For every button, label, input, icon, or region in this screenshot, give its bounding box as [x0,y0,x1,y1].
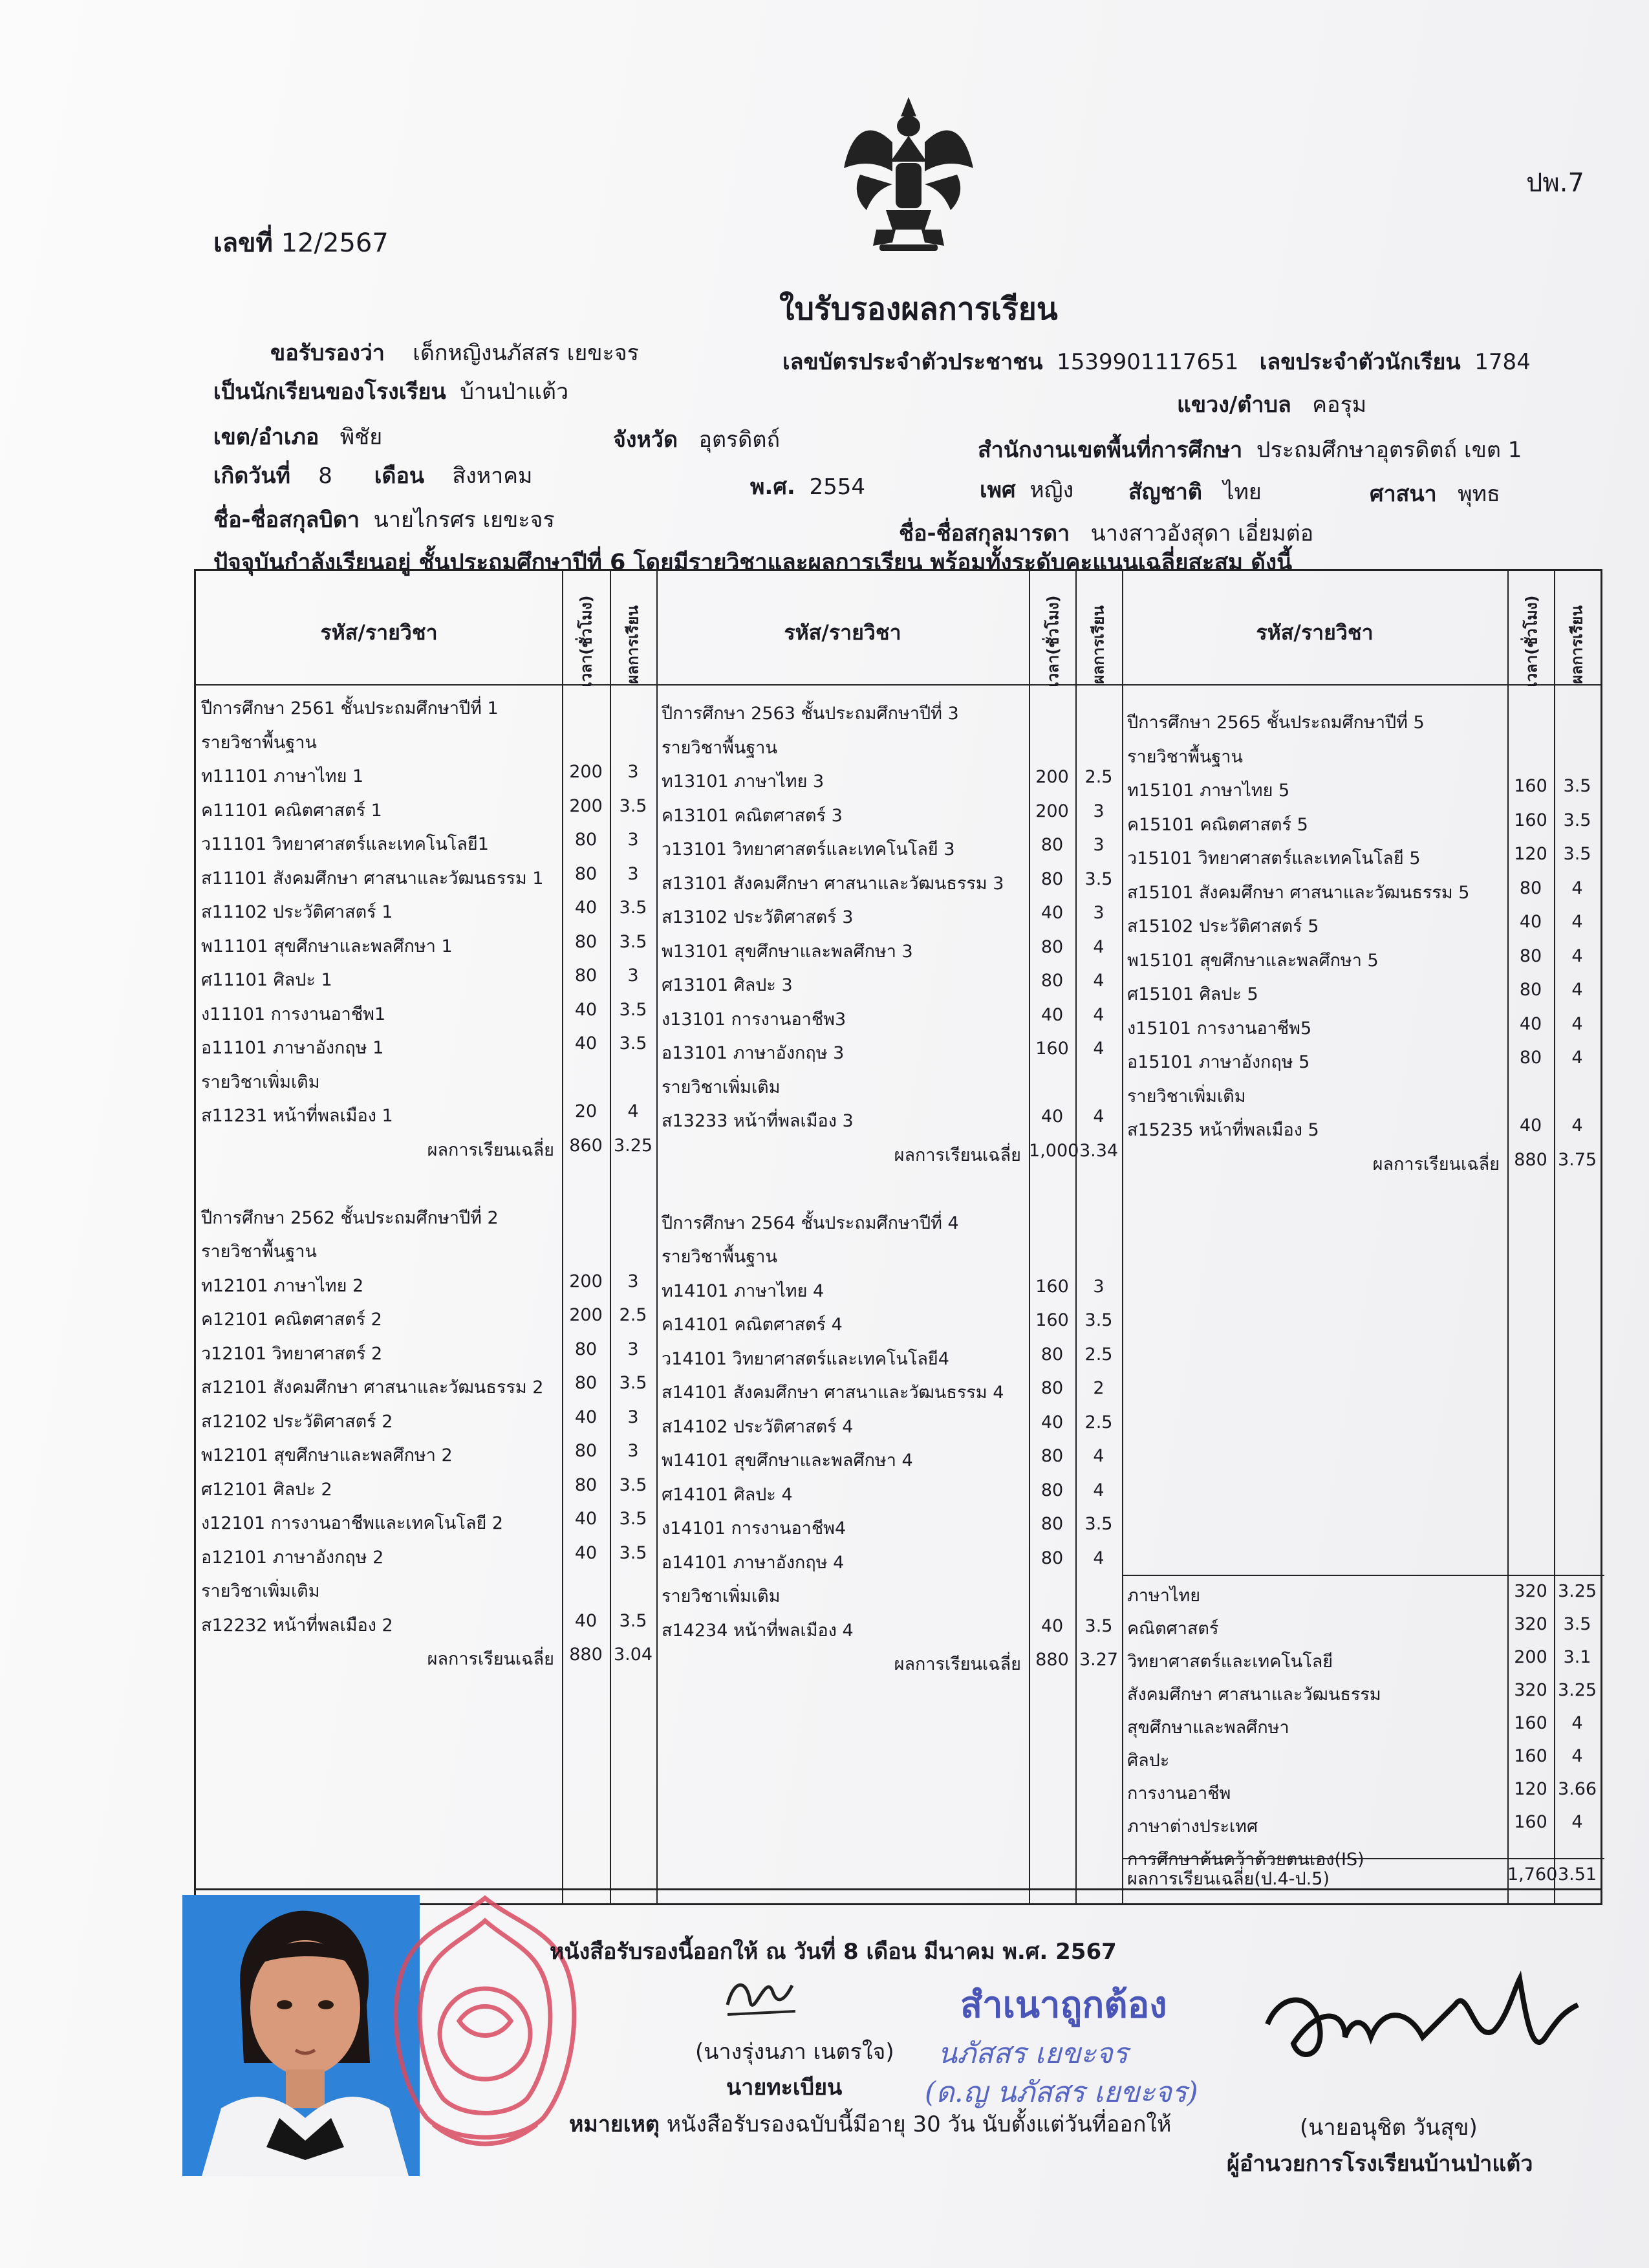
summary-hours: 200 [1514,1647,1547,1667]
grade-cell: 4 [1093,1004,1105,1025]
grade-cell: 3.5 [1563,844,1591,864]
subject-cell: ง12101 การงานอาชีพและเทคโนโลยี 2 [201,1513,504,1533]
summary-subject: ภาษาไทย [1127,1586,1201,1606]
grade-cell: 3.5 [619,1542,647,1563]
hours-cell: 80 [1040,1514,1064,1534]
page-title: ใบรับรองผลการเรียน [779,291,1058,327]
hours-cell: 80 [1519,878,1542,898]
summary-hours: 160 [1514,1812,1547,1832]
divider [1122,571,1123,1903]
summary-subject: สังคมศึกษา ศาสนาและวัฒนธรรม [1127,1685,1381,1705]
col-header-subject: รหัส/รายวิชา [784,620,901,645]
grade-cell: 3 [627,830,639,850]
hours-cell: 80 [574,863,598,884]
grade-cell: 4 [1571,980,1583,1000]
grade-cell: 3.5 [619,1509,647,1529]
grade-cell: 3.5 [1563,776,1591,796]
hours-cell: 80 [1040,1548,1064,1568]
average-label: ผลการเรียนเฉลี่ย [894,1654,1021,1674]
hours-cell: 40 [574,1407,598,1427]
summary-hours: 160 [1514,1746,1547,1766]
subject-cell: ศ11101 ศิลปะ 1 [201,970,332,990]
subject-cell: อ11101 ภาษาอังกฤษ 1 [201,1038,384,1058]
col-header-grade: ผลการเรียน [1089,605,1108,684]
hours-cell: 80 [574,1339,598,1359]
grade-cell: 4 [627,1101,639,1121]
registrar-signature-icon [721,1966,799,2024]
student-name-row [270,335,639,370]
subject-cell: ส12101 สังคมศึกษา ศาสนาและวัฒนธรรม 2 [201,1377,544,1398]
father-row [213,502,555,537]
subject-cell: อ14101 ภาษาอังกฤษ 4 [662,1552,845,1573]
birth-month-value: สิงหาคม [452,463,533,489]
hours-cell: 80 [1519,945,1542,966]
grade-cell: 4 [1571,945,1583,966]
summary-grade: 4 [1571,1812,1583,1832]
school-label: เป็นนักเรียนของโรงเรียน [213,379,446,405]
grade-cell: 3 [1093,903,1105,923]
hours-cell: 80 [1040,1378,1064,1398]
hours-cell: 40 [1519,912,1542,932]
hours-cell: 200 [569,795,603,816]
subject-cell: ท13101 ภาษาไทย 3 [662,772,824,792]
subject-cell: ศ13101 ศิลปะ 3 [662,975,793,995]
hours-cell: 40 [574,999,598,1020]
subject-cell: ปีการศึกษา 2562 ชั้นประถมศึกษาปีที่ 2 [201,1207,499,1228]
status-line: ปัจจุบันกำลังเรียนอยู่ ชั้นประถมศึกษาปีที่ 6 โดยมีรายวิชาและผลการเรียน พร้อมทั้งระดับคะแนนเฉลี่ยสะสม ดังนี้ [213,550,1293,576]
note-label: หมายเหตุ [569,2111,660,2137]
grade-cell: 2 [1093,1378,1105,1398]
average-label: ผลการเรียนเฉลี่ย [894,1145,1021,1165]
grade-cell: 3 [627,966,639,986]
hours-cell: 80 [1040,1446,1064,1466]
header-divider [196,684,1600,686]
subject-cell: ว14101 วิทยาศาสตร์และเทคโนโลยี4 [662,1348,949,1369]
hours-cell: 80 [574,1474,598,1495]
summary-subject: คณิตศาสตร์ [1127,1619,1219,1639]
hours-cell: 40 [574,898,598,918]
grade-cell: 4 [1571,912,1583,932]
hours-cell: 40 [1519,1013,1542,1034]
subject-cell: ท12101 ภาษาไทย 2 [201,1275,364,1296]
subject-cell: รายวิชาพื้นฐาน [201,732,317,753]
grade-cell: 3.75 [1557,1149,1597,1170]
summary-grade: 3.51 [1557,1864,1597,1885]
divider [1554,571,1555,1903]
hours-cell: 200 [569,1305,603,1325]
birth-year-label: พ.ศ. [750,474,795,500]
col-header-hours: เวลา(ชั่วโมง) [577,595,596,687]
subject-cell: รายวิชาเพิ่มเติม [201,1581,320,1601]
summary-grade: 3.25 [1557,1680,1597,1700]
col-header-hours: เวลา(ชั่วโมง) [1522,595,1541,687]
grade-cell: 3.5 [619,795,647,816]
grade-cell: 3.5 [1084,869,1113,889]
hours-cell: 40 [574,1033,598,1053]
birth-row [213,458,532,493]
hours-cell: 40 [574,1542,598,1563]
subject-cell: รายวิชาเพิ่มเติม [662,1077,781,1097]
hours-cell: 80 [574,830,598,850]
student-no-label: เลขประจำตัวนักเรียน [1259,349,1461,375]
birth-month-label: เดือน [374,463,425,489]
district-label: เขต/อำเภอ [213,424,319,450]
hours-cell: 40 [1040,1004,1064,1025]
subject-cell: ส12232 หน้าที่พลเมือง 2 [201,1615,393,1636]
summary-subject: ภาษาต่างประเทศ [1127,1817,1258,1837]
nationality-value: ไทย [1223,479,1262,505]
province-value: อุตรดิตถ์ [698,427,781,453]
province-label: จังหวัด [613,427,678,453]
summary-subject: การศึกษาค้นคว้าด้วยตนเอง(IS) [1127,1850,1364,1870]
subdistrict-value: คอรุม [1312,392,1367,418]
grade-cell: 3 [627,1441,639,1461]
subject-cell: ส13102 ประวัติศาสตร์ 3 [662,907,854,927]
subject-cell: ง15101 การงานอาชีพ5 [1127,1018,1312,1039]
col-header-hours: เวลา(ชั่วโมง) [1044,595,1062,687]
mother-value: นางสาวอังสุดา เอี่ยมต่อ [1090,521,1314,546]
office-row [978,432,1522,467]
religion-label: ศาสนา [1370,481,1437,507]
hours-cell: 40 [1040,1107,1064,1127]
hours-cell: 80 [574,931,598,952]
subject-cell: ศ14101 ศิลปะ 4 [662,1484,793,1505]
religion-value: พุทธ [1458,481,1500,507]
sex-label: เพศ [980,477,1016,503]
hours-cell: 120 [1514,844,1547,864]
hours-cell: 80 [1040,835,1064,855]
father-value: นายไกรศร เยขะจร [373,507,555,533]
subject-cell: ปีการศึกษา 2564 ชั้นประถมศึกษาปีที่ 4 [662,1213,959,1233]
grade-cell: 3.27 [1079,1650,1119,1670]
subject-cell: ส11231 หน้าที่พลเมือง 1 [201,1106,393,1126]
sex-value: หญิง [1029,477,1074,503]
school-row [213,374,568,409]
subject-cell: ปีการศึกษา 2563 ชั้นประถมศึกษาปีที่ 3 [662,704,959,724]
subject-cell: ว11101 วิทยาศาสตร์และเทคโนโลยี1 [201,834,489,854]
grade-cell: 4 [1571,1048,1583,1068]
school-value: บ้านป่าแต้ว [460,379,569,405]
grade-cell: 3.5 [1084,1615,1113,1636]
grade-cell: 3.25 [613,1135,653,1156]
religion-row [1370,476,1500,511]
grade-cell: 4 [1093,1480,1105,1500]
hours-cell: 80 [1040,936,1064,957]
average-label: ผลการเรียนเฉลี่ย [427,1649,554,1669]
subject-cell: ง13101 การงานอาชีพ3 [662,1009,846,1030]
grade-cell: 3 [1093,1276,1105,1297]
subject-cell: ส14234 หน้าที่พลเมือง 4 [662,1620,854,1641]
grade-cell: 4 [1093,1548,1105,1568]
hours-cell: 20 [574,1101,598,1121]
col-header-subject: รหัส/รายวิชา [320,620,438,645]
subject-cell: ค12101 คณิตศาสตร์ 2 [201,1310,382,1330]
director-name: (นายอนุชิต วันสุข) [1300,2115,1478,2141]
certified-copy-stamp: สำเนาถูกต้อง [960,1984,1167,2026]
summary-grade: 4 [1571,1713,1583,1733]
hours-cell: 80 [1519,1048,1542,1068]
hours-cell: 160 [1035,1276,1069,1297]
doc-no-label: เลขที่ [213,228,273,258]
cert-label: ขอรับรองว่า [270,340,385,366]
registrar-name: (นางรุ่งนภา เนตรใจ) [695,2039,894,2065]
hours-cell: 200 [1035,801,1069,821]
subject-cell: ส15101 สังคมศึกษา ศาสนาและวัฒนธรรม 5 [1127,882,1470,903]
hours-cell: 160 [1514,776,1547,796]
subject-cell: รายวิชาพื้นฐาน [662,1247,777,1267]
hours-cell: 160 [1514,810,1547,830]
subject-cell: ง14101 การงานอาชีพ4 [662,1518,846,1539]
id-card-value: 1539901117651 [1057,349,1239,375]
subject-cell: พ13101 สุขศึกษาและพลศึกษา 3 [662,941,913,962]
subject-cell: ศ12101 ศิลปะ 2 [201,1479,332,1500]
summary-grade: 3.1 [1563,1647,1591,1667]
grade-cell: 3.5 [619,898,647,918]
subject-cell: ท15101 ภาษาไทย 5 [1127,781,1290,801]
summary-hours: 320 [1514,1614,1547,1634]
hours-cell: 40 [574,1509,598,1529]
birth-day-value: 8 [318,463,332,489]
grade-cell: 4 [1093,936,1105,957]
grade-cell: 2.5 [1084,1344,1113,1365]
hours-cell: 880 [1514,1149,1547,1170]
hours-cell: 1,000 [1029,1140,1079,1161]
hours-cell: 40 [1040,1412,1064,1432]
col-header-grade: ผลการเรียน [1568,605,1586,684]
grade-cell: 2.5 [619,1305,647,1325]
subject-cell: พ14101 สุขศึกษาและพลศึกษา 4 [662,1451,913,1471]
registrar-title: นายทะเบียน [726,2075,843,2101]
subject-cell: ค11101 คณิตศาสตร์ 1 [201,800,382,821]
subject-cell: รายวิชาเพิ่มเติม [201,1072,320,1092]
subject-cell: อ15101 ภาษาอังกฤษ 5 [1127,1052,1310,1072]
hours-cell: 160 [1035,1039,1069,1059]
grade-cell: 3.5 [1084,1310,1113,1330]
hours-cell: 80 [1040,869,1064,889]
school-seal-icon [375,1892,595,2163]
subject-cell: ศ15101 ศิลปะ 5 [1127,984,1258,1004]
summary-subject: ศิลปะ [1127,1751,1170,1771]
hours-cell: 880 [569,1645,603,1665]
handwritten-name: นภัสสร เยขะจร [938,2037,1128,2070]
col-header-grade: ผลการเรียน [623,605,642,684]
summary-grade: 4 [1571,1746,1583,1766]
summary-subject: วิทยาศาสตร์และเทคโนโลยี [1127,1652,1333,1672]
subject-cell: อ12101 ภาษาอังกฤษ 2 [201,1547,384,1568]
subject-cell: ส15235 หน้าที่พลเมือง 5 [1127,1120,1319,1140]
summary-subject: สุขศึกษาและพลศึกษา [1127,1718,1289,1738]
student-no-value: 1784 [1474,349,1531,375]
summary-subject: การงานอาชีพ [1127,1784,1231,1804]
subject-cell: พ15101 สุขศึกษาและพลศึกษา 5 [1127,950,1379,971]
hours-cell: 40 [1040,1615,1064,1636]
birth-year-value: 2554 [809,474,865,500]
hours-cell: 40 [1040,903,1064,923]
divider [1507,571,1509,1903]
subject-cell: ท14101 ภาษาไทย 4 [662,1280,824,1301]
note-text: หนังสือรับรองฉบับนี้มีอายุ 30 วัน นับตั้งแต่วันที่ออกให้ [666,2111,1172,2137]
grade-cell: 3 [627,1339,639,1359]
grade-cell: 3.5 [619,931,647,952]
subject-cell: ค14101 คณิตศาสตร์ 4 [662,1315,843,1335]
subject-cell: ว15101 วิทยาศาสตร์และเทคโนโลยี 5 [1127,848,1421,869]
subject-cell: ส11102 ประวัติศาสตร์ 1 [201,902,393,922]
grade-cell: 4 [1571,1116,1583,1136]
hours-cell: 160 [1035,1310,1069,1330]
mother-label: ชื่อ-ชื่อสกุลมารดา [899,521,1070,546]
subject-cell: ส13101 สังคมศึกษา ศาสนาและวัฒนธรรม 3 [662,873,1004,894]
subject-cell: ง11101 การงานอาชีพ1 [201,1004,386,1024]
average-label: ผลการเรียนเฉลี่ย [1372,1154,1500,1174]
student-name: เด็กหญิงนภัสสร เยขะจร [413,340,639,366]
subject-cell: รายวิชาเพิ่มเติม [662,1586,781,1606]
hours-cell: 860 [569,1135,603,1156]
summary-hours: 1,760 [1507,1864,1558,1885]
subject-cell: รายวิชาพื้นฐาน [201,1242,317,1262]
grade-cell: 4 [1093,1039,1105,1059]
birth-year-row [750,469,865,504]
subject-cell: ปีการศึกษา 2565 ชั้นประถมศึกษาปีที่ 5 [1127,713,1425,733]
hours-cell: 80 [574,1441,598,1461]
garuda-emblem-icon [841,91,976,259]
summary-total-label: ผลการเรียนเฉลี่ย(ป.4-ป.5) [1127,1869,1330,1889]
grade-cell: 4 [1093,1446,1105,1466]
divider [656,571,658,1903]
summary-grade: 3.25 [1557,1581,1597,1601]
issue-line: หนังสือรับรองนี้ออกให้ ณ วันที่ 8 เดือน มีนาคม พ.ศ. 2567 [550,1939,1117,1965]
summary-hours: 320 [1514,1581,1547,1601]
col-header-subject: รหัส/รายวิชา [1256,620,1374,645]
subject-cell: พ12101 สุขศึกษาและพลศึกษา 2 [201,1445,453,1465]
office-value: ประถมศึกษาอุตรดิตถ์ เขต 1 [1256,437,1522,463]
grades-table [194,569,1602,1905]
subject-cell: ส15102 ประวัติศาสตร์ 5 [1127,916,1319,936]
summary-grade: 3.5 [1563,1614,1591,1634]
summary-hours: 160 [1514,1713,1547,1733]
hours-cell: 880 [1035,1650,1069,1670]
grade-cell: 3.5 [619,1474,647,1495]
subdistrict-label: แขวง/ตำบล [1177,392,1291,418]
grade-cell: 3 [627,863,639,884]
hours-cell: 40 [1519,1116,1542,1136]
grade-cell: 3.5 [1563,810,1591,830]
director-signature-icon [1261,1966,1584,2082]
nationality-label: สัญชาติ [1128,479,1202,505]
subject-cell: ส13233 หน้าที่พลเมือง 3 [662,1111,854,1131]
subject-cell: ท11101 ภาษาไทย 1 [201,766,364,786]
footer-divider [194,1888,1602,1890]
grade-cell: 4 [1093,971,1105,991]
hours-cell: 200 [569,1271,603,1291]
hours-cell: 200 [569,762,603,782]
id-card-row [782,344,1531,379]
grade-cell: 3 [627,1271,639,1291]
district-value: พิชัย [339,424,383,450]
summary-hours: 120 [1514,1779,1547,1799]
hours-cell: 80 [1040,1480,1064,1500]
grade-cell: 4 [1571,1013,1583,1034]
director-title: ผู้อำนวยการโรงเรียนบ้านป่าแต้ว [1227,2151,1533,2177]
id-card-label: เลขบัตรประจำตัวประชาชน [782,349,1043,375]
hours-cell: 200 [1035,767,1069,787]
subject-cell: รายวิชาพื้นฐาน [1127,746,1243,767]
grade-cell: 2.5 [1084,1412,1113,1432]
grade-cell: 3.5 [619,999,647,1020]
hours-cell: 80 [1040,1344,1064,1365]
district-row [213,419,382,454]
sex-row [980,472,1073,507]
hours-cell: 80 [574,1373,598,1393]
subdistrict-row [1177,387,1366,422]
hours-cell: 40 [574,1610,598,1631]
grade-cell: 3.5 [1084,1514,1113,1534]
hours-cell: 80 [1040,971,1064,991]
grade-cell: 4 [1571,878,1583,898]
nationality-row [1128,474,1262,509]
grade-cell: 3.04 [613,1645,653,1665]
subject-cell: อ13101 ภาษาอังกฤษ 3 [662,1043,845,1063]
father-label: ชื่อ-ชื่อสกุลบิดา [213,507,360,533]
subject-cell: ส14102 ประวัติศาสตร์ 4 [662,1416,854,1437]
summary-divider [1122,1575,1604,1576]
summary-hours: 320 [1514,1680,1547,1700]
subject-cell: ว13101 วิทยาศาสตร์และเทคโนโลยี 3 [662,839,955,859]
subject-cell: ส12102 ประวัติศาสตร์ 2 [201,1411,393,1432]
grade-cell: 3.5 [619,1373,647,1393]
grade-cell: 3 [1093,801,1105,821]
form-code: ปพ.7 [1526,168,1584,198]
grade-cell: 3 [627,762,639,782]
province-row [613,422,780,457]
subject-cell: ปีการศึกษา 2561 ชั้นประถมศึกษาปีที่ 1 [201,698,499,718]
doc-no [213,222,389,263]
grade-cell: 2.5 [1084,767,1113,787]
grade-cell: 3.5 [619,1610,647,1631]
subject-cell: ค15101 คณิตศาสตร์ 5 [1127,814,1308,835]
grade-cell: 3.5 [619,1033,647,1053]
grade-cell: 3.34 [1079,1140,1119,1161]
subject-cell: รายวิชาเพิ่มเติม [1127,1086,1246,1107]
subject-cell: ส11101 สังคมศึกษา ศาสนาและวัฒนธรรม 1 [201,868,544,889]
subject-cell: พ11101 สุขศึกษาและพลศึกษา 1 [201,936,453,956]
hours-cell: 80 [1519,980,1542,1000]
doc-no-value: 12/2567 [281,228,389,258]
summary-grade: 3.66 [1557,1779,1597,1799]
handwritten-name-full: (ด.ญ นภัสสร เยขะจร) [925,2076,1198,2109]
subject-cell: ว12101 วิทยาศาสตร์ 2 [201,1343,383,1364]
office-label: สำนักงานเขตพื้นที่การศึกษา [978,437,1243,463]
subject-cell: ค13101 คณิตศาสตร์ 3 [662,805,843,826]
hours-cell: 80 [574,966,598,986]
birth-day-label: เกิดวันที่ [213,463,291,489]
grade-cell: 4 [1093,1107,1105,1127]
subject-cell: ส14101 สังคมศึกษา ศาสนาและวัฒนธรรม 4 [662,1383,1004,1403]
grade-cell: 3 [1093,835,1105,855]
subject-cell: รายวิชาพื้นฐาน [662,737,777,758]
average-label: ผลการเรียนเฉลี่ย [427,1139,554,1160]
grade-cell: 3 [627,1407,639,1427]
